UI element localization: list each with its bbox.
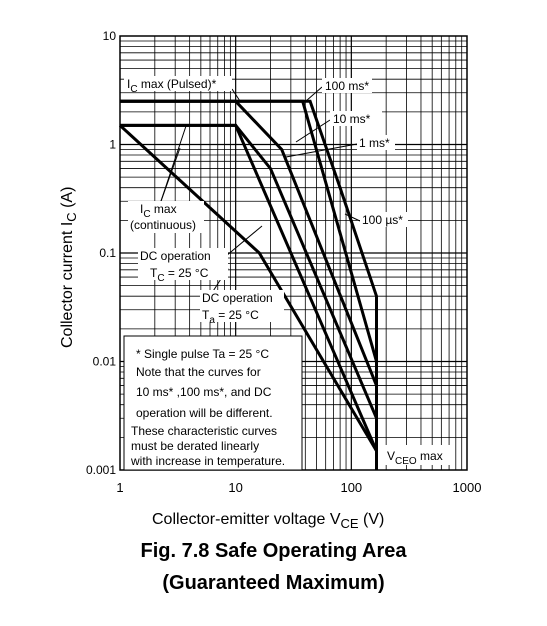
- y-tick-label-3: 0.01: [92, 354, 116, 369]
- y-tick-label-0: 10: [102, 29, 116, 43]
- label-dc-ta-1: DC operation: [202, 291, 273, 305]
- note-line-2: 10 ms* ,100 ms*, and DC: [136, 385, 272, 399]
- x-tick-label-0: 1: [116, 480, 124, 495]
- label-ic-max-continuous-1: $I_C$ max: [140, 202, 177, 220]
- label-dc-tc-2: $T_C = 25$ °C: [150, 266, 209, 284]
- label-dc-ta-2: $T_a = 25$ °C: [202, 308, 259, 326]
- x-axis-title: Collector-emitter voltage $V_{CE}$ (V): [152, 511, 385, 531]
- label-100us: 100 µs*: [362, 213, 403, 227]
- x-tick-label-2: 100: [340, 480, 363, 495]
- y-tick-label-1: 1: [109, 137, 116, 152]
- y-axis-title: Collector current $I_C$ (A): [59, 186, 79, 348]
- note-line-5: must be derated linearly: [131, 439, 260, 453]
- label-1ms: 1 ms*: [359, 136, 390, 150]
- note-line-4: These characteristic curves: [131, 424, 278, 438]
- label-vceo-max: $V_{CEO}$ max: [387, 449, 443, 467]
- leader-line-1: [306, 87, 322, 101]
- caption-title: Fig. 7.8 Safe Operating Area: [140, 540, 407, 562]
- label-100ms: 100 ms*: [325, 79, 370, 93]
- x-tick-label-1: 10: [228, 480, 243, 495]
- note-line-1: Note that the curves for: [136, 365, 261, 379]
- label-dc-tc-1: DC operation: [140, 249, 211, 263]
- note-line-0: * Single pulse Ta = 25 °C: [136, 347, 269, 361]
- caption-subtitle: (Guaranteed Maximum): [162, 572, 385, 594]
- note-line-6: with increase in temperature.: [131, 454, 286, 468]
- x-tick-label-3: 1000: [452, 480, 482, 495]
- note-line-3: operation will be different.: [136, 406, 273, 420]
- label-10ms: 10 ms*: [333, 112, 371, 126]
- label-ic-max-pulsed: $I_C$ max (Pulsed)*: [127, 77, 217, 95]
- label-ic-max-continuous-2: (continuous): [130, 218, 197, 232]
- y-tick-label-4: 0.001: [85, 463, 116, 477]
- y-tick-label-2: 0.1: [99, 246, 116, 260]
